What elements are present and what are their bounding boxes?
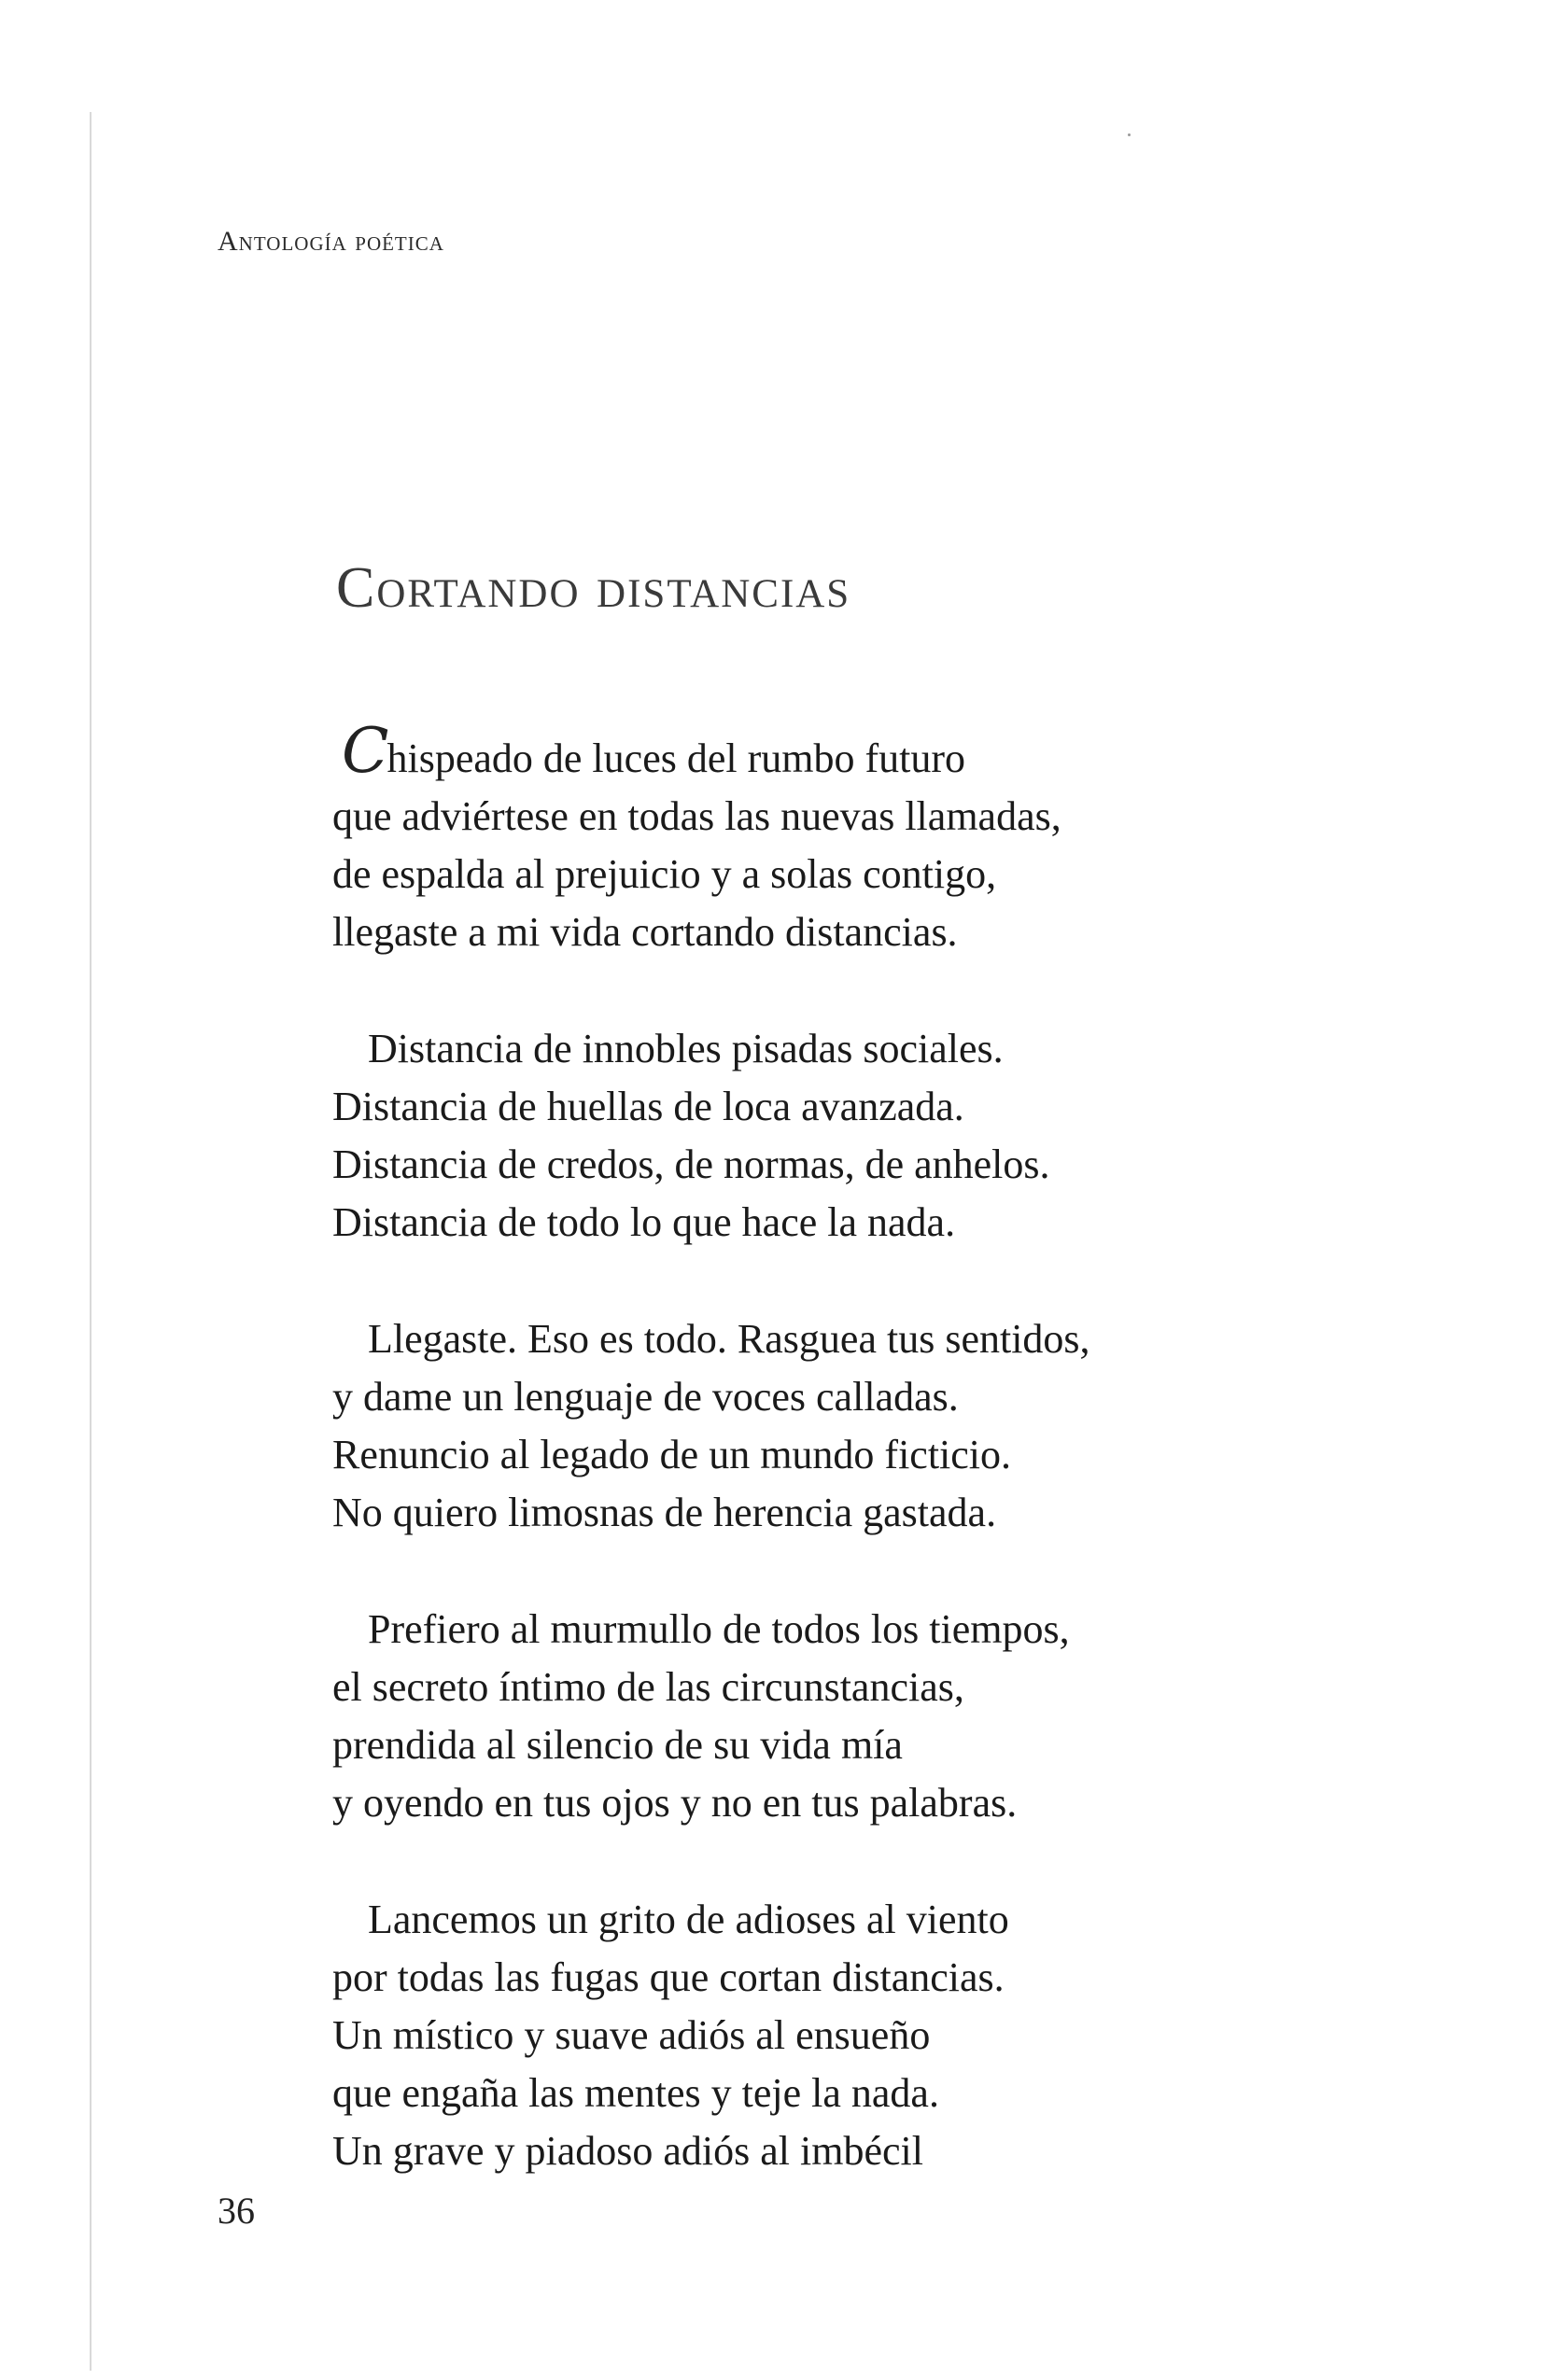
poem-line: por todas las fugas que cortan distancias.: [332, 1954, 1005, 2000]
poem-line: Distancia de huellas de loca avanzada.: [332, 1084, 964, 1129]
poem-line: Renuncio al legado de un mundo ficticio.: [332, 1432, 1012, 1477]
poem-line: Un místico y suave adiós al ensueño: [332, 2012, 931, 2058]
poem-line: Lancemos un grito de adioses al viento: [368, 1897, 1009, 1942]
poem-line: No quiero limosnas de herencia gastada.: [332, 1490, 997, 1535]
poem-line: Distancia de todo lo que hace la nada.: [332, 1199, 956, 1245]
poem-line: y oyendo en tus ojos y no en tus palabras.: [332, 1780, 1018, 1826]
poem-line: de espalda al prejuicio y a solas contigo,: [332, 851, 997, 897]
stanza-3: [332, 1310, 1266, 1542]
poem-line: Un grave y piadoso adiós al imbécil: [332, 2128, 923, 2174]
poem-line: Distancia de credos, de normas, de anhelos.: [332, 1141, 1050, 1187]
poem-line: Prefiero al murmullo de todos los tiempos,: [368, 1606, 1070, 1652]
poem-line: y dame un lenguaje de voces calladas.: [332, 1374, 959, 1420]
poem-line: Llegaste. Eso es todo. Rasguea tus sentidos,: [368, 1316, 1090, 1362]
running-head: Antología poética: [218, 226, 444, 257]
poem-body: [332, 715, 1266, 2239]
stanza-1: [332, 715, 1266, 961]
first-line-text: hispeado de luces del rumbo futuro: [386, 735, 966, 781]
poem-title: Cortando distancias: [336, 556, 851, 620]
poem-line: que adviértese en todas las nuevas llamadas,: [332, 793, 1061, 839]
poem-line: llegaste a mi vida cortando distancias.: [332, 909, 958, 955]
page-number: 36: [218, 2190, 255, 2232]
drop-cap: C: [342, 715, 389, 787]
poem-line: el secreto íntimo de las circunstancias,: [332, 1664, 964, 1710]
poem-line: Distancia de innobles pisadas sociales.: [368, 1026, 1004, 1071]
poem-line: [332, 715, 1266, 788]
binding-edge-line: [90, 112, 91, 2371]
stanza-4: [332, 1601, 1266, 1832]
poem-line: prendida al silencio de su vida mía: [332, 1722, 903, 1768]
poem-line: que engaña las mentes y teje la nada.: [332, 2070, 939, 2116]
scan-speck: [1128, 133, 1131, 136]
stanza-2: [332, 1020, 1266, 1252]
stanza-5: [332, 1891, 1266, 2180]
